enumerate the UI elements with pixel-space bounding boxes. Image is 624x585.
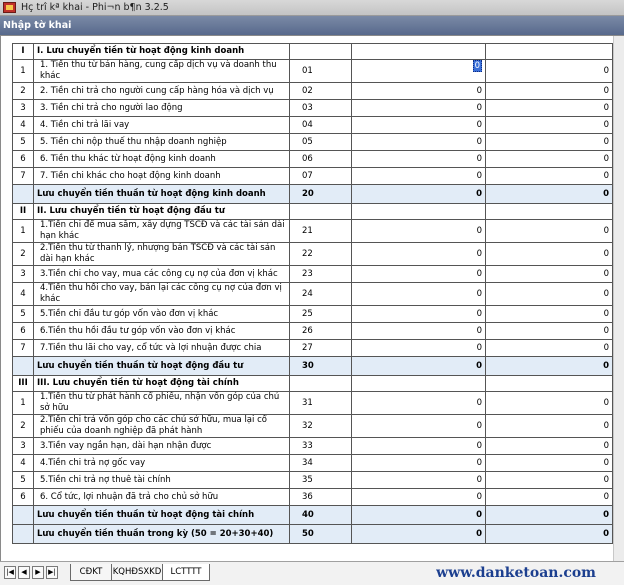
sheet-tab-bar (0, 561, 624, 585)
row-number: 6 (13, 323, 34, 340)
total-row (13, 185, 613, 204)
row-code: 21 (290, 220, 352, 243)
cash-flow-table (12, 43, 613, 544)
first-sheet-icon[interactable]: |◀ (4, 566, 16, 579)
row-code (290, 204, 352, 220)
previous-period-cell[interactable]: 0 (486, 455, 613, 472)
table-row (13, 266, 613, 283)
row-label: 3.Tiền vay ngắn hạn, dài hạn nhận được (34, 438, 290, 455)
row-code: 03 (290, 100, 352, 117)
last-sheet-icon[interactable]: ▶| (46, 566, 58, 579)
row-number: 5 (13, 472, 34, 489)
row-number: 2 (13, 83, 34, 100)
row-code: 04 (290, 117, 352, 134)
row-label: 6. Cổ tức, lợi nhuận đã trả cho chủ sở hữu (34, 489, 290, 506)
current-period-cell: 0 (352, 357, 486, 376)
row-label: 3. Tiền chi trả cho người lao động (34, 100, 290, 117)
row-number (13, 185, 34, 204)
row-code (290, 44, 352, 60)
row-code: 20 (290, 185, 352, 204)
table-row (13, 60, 613, 83)
previous-period-cell[interactable]: 0 (486, 134, 613, 151)
prev-sheet-icon[interactable]: ◀ (18, 566, 30, 579)
current-period-cell[interactable]: 0 (352, 455, 486, 472)
current-period-cell[interactable]: 0 (352, 168, 486, 185)
previous-period-cell[interactable]: 0 (486, 220, 613, 243)
table-row (13, 243, 613, 266)
row-label: 1.Tiền chi để mua sắm, xây dựng TSCĐ và các tài sản dài hạn khác (34, 220, 290, 243)
previous-period-cell[interactable]: 0 (486, 489, 613, 506)
row-code: 01 (290, 60, 352, 83)
current-period-cell[interactable]: 0 (352, 472, 486, 489)
total-row (13, 525, 613, 544)
row-number: II (13, 204, 34, 220)
current-period-cell[interactable]: 0 (352, 117, 486, 134)
table-row (13, 323, 613, 340)
current-period-cell[interactable]: 0 (352, 392, 486, 415)
row-number: III (13, 376, 34, 392)
current-period-cell[interactable]: 0 (352, 415, 486, 438)
table-row (13, 100, 613, 117)
row-label: 4.Tiền chi trả nợ gốc vay (34, 455, 290, 472)
previous-period-cell (486, 376, 613, 392)
row-label: 3.Tiền chi cho vay, mua các công cụ nợ của đơn vị khác (34, 266, 290, 283)
row-number: I (13, 44, 34, 60)
previous-period-cell[interactable]: 0 (486, 168, 613, 185)
row-number (13, 506, 34, 525)
section-row (13, 204, 613, 220)
current-period-cell[interactable]: 0 (352, 243, 486, 266)
row-label: 2.Tiền chi trả vốn góp cho các chủ sở hữu, mua lại cổ phiếu của doanh nghiệp đã phát hành (34, 415, 290, 438)
row-label: Lưu chuyển tiền thuần trong kỳ (50 = 20+30+40) (34, 525, 290, 544)
row-code: 07 (290, 168, 352, 185)
table-row (13, 455, 613, 472)
previous-period-cell: 0 (486, 185, 613, 204)
row-number: 4 (13, 283, 34, 306)
previous-period-cell[interactable]: 0 (486, 472, 613, 489)
row-number: 3 (13, 438, 34, 455)
row-label: 1. Tiền thu từ bán hàng, cung cấp dịch vụ và doanh thu khác (34, 60, 290, 83)
row-label: 7. Tiền chi khác cho hoạt động kinh doanh (34, 168, 290, 185)
row-label: 5.Tiền chi đầu tư góp vốn vào đơn vị khác (34, 306, 290, 323)
current-period-cell[interactable]: 0 (352, 151, 486, 168)
table-row (13, 151, 613, 168)
row-number: 3 (13, 100, 34, 117)
row-code: 31 (290, 392, 352, 415)
row-number: 1 (13, 392, 34, 415)
table-row (13, 134, 613, 151)
table-row (13, 306, 613, 323)
row-number: 4 (13, 455, 34, 472)
row-code (290, 376, 352, 392)
current-period-cell[interactable]: 0 (352, 340, 486, 357)
row-label: Lưu chuyển tiền thuần từ hoạt động đầu tư (34, 357, 290, 376)
row-code: 23 (290, 266, 352, 283)
previous-period-cell[interactable]: 0 (486, 100, 613, 117)
table-row (13, 220, 613, 243)
previous-period-cell (486, 44, 613, 60)
row-number: 6 (13, 489, 34, 506)
table-row (13, 83, 613, 100)
current-period-cell[interactable]: 0 (352, 489, 486, 506)
page-title: Nhập tờ khai (0, 16, 624, 35)
row-label: 7.Tiền thu lãi cho vay, cổ tức và lợi nhuận được chia (34, 340, 290, 357)
previous-period-cell[interactable]: 0 (486, 438, 613, 455)
row-label: 2.Tiền thu từ thanh lý, nhượng bán TSCĐ và các tài sản dài hạn khác (34, 243, 290, 266)
table-row (13, 489, 613, 506)
previous-period-cell: 0 (486, 525, 613, 544)
previous-period-cell[interactable]: 0 (486, 117, 613, 134)
current-period-cell[interactable]: 0 (352, 306, 486, 323)
previous-period-cell[interactable]: 0 (486, 60, 613, 83)
row-label: Lưu chuyển tiền thuần từ hoạt động tài chính (34, 506, 290, 525)
table-row (13, 438, 613, 455)
current-period-cell[interactable] (352, 60, 486, 83)
current-period-cell[interactable]: 0 (352, 100, 486, 117)
app-icon (3, 2, 16, 13)
table-row (13, 283, 613, 306)
row-label: 4. Tiền chi trả lãi vay (34, 117, 290, 134)
row-code: 06 (290, 151, 352, 168)
tab-kqhdsxkd[interactable]: KQHĐSXKD (111, 564, 163, 581)
previous-period-cell[interactable]: 0 (486, 243, 613, 266)
row-number: 1 (13, 220, 34, 243)
row-number: 2 (13, 243, 34, 266)
previous-period-cell (486, 204, 613, 220)
row-number: 3 (13, 266, 34, 283)
row-number: 1 (13, 60, 34, 83)
tab-lctttt[interactable]: LCTTTT (162, 564, 210, 581)
current-period-cell[interactable]: 0 (352, 438, 486, 455)
row-label: 2. Tiền chi trả cho người cung cấp hàng hóa và dịch vụ (34, 83, 290, 100)
current-period-cell[interactable]: 0 (352, 283, 486, 306)
previous-period-cell: 0 (486, 506, 613, 525)
table-row (13, 392, 613, 415)
current-period-cell: 0 (352, 506, 486, 525)
row-label: 5.Tiền chi trả nợ thuê tài chính (34, 472, 290, 489)
row-code: 05 (290, 134, 352, 151)
row-number: 2 (13, 415, 34, 438)
current-period-cell (352, 44, 486, 60)
row-code: 22 (290, 243, 352, 266)
row-code: 40 (290, 506, 352, 525)
previous-period-cell[interactable]: 0 (486, 151, 613, 168)
previous-period-cell[interactable]: 0 (486, 415, 613, 438)
row-number (13, 525, 34, 544)
next-sheet-icon[interactable]: ▶ (32, 566, 44, 579)
row-code: 27 (290, 340, 352, 357)
previous-period-cell[interactable]: 0 (486, 340, 613, 357)
previous-period-cell[interactable]: 0 (486, 392, 613, 415)
row-label: 5. Tiền chi nộp thuế thu nhập doanh nghiệp (34, 134, 290, 151)
row-number: 7 (13, 168, 34, 185)
row-number: 5 (13, 306, 34, 323)
previous-period-cell[interactable]: 0 (486, 323, 613, 340)
row-label: 6. Tiền thu khác từ hoạt động kinh doanh (34, 151, 290, 168)
row-number: 6 (13, 151, 34, 168)
brand-watermark: www.danketoan.com (436, 565, 596, 581)
previous-period-cell[interactable]: 0 (486, 83, 613, 100)
row-code: 26 (290, 323, 352, 340)
row-number: 5 (13, 134, 34, 151)
row-number (13, 357, 34, 376)
total-row (13, 357, 613, 376)
current-period-cell[interactable]: 0 (352, 220, 486, 243)
row-number: 4 (13, 117, 34, 134)
previous-period-cell[interactable]: 0 (486, 283, 613, 306)
vertical-scrollbar[interactable] (613, 36, 624, 561)
section-row (13, 44, 613, 60)
row-label: III. Lưu chuyển tiền từ hoạt động tài chính (34, 376, 290, 392)
table-row (13, 168, 613, 185)
row-number: 7 (13, 340, 34, 357)
current-period-cell[interactable]: 0 (352, 83, 486, 100)
current-period-cell: 0 (352, 185, 486, 204)
current-period-cell: 0 (352, 525, 486, 544)
window-title: Hç trî kª khai - Phi¬n b¶n 3.2.5 (21, 2, 169, 13)
row-code: 32 (290, 415, 352, 438)
row-code: 36 (290, 489, 352, 506)
current-period-cell (352, 204, 486, 220)
row-code: 24 (290, 283, 352, 306)
current-period-cell[interactable]: 0 (352, 134, 486, 151)
table-row (13, 340, 613, 357)
row-label: 4.Tiền thu hồi cho vay, bán lại các công cụ nợ của đơn vị khác (34, 283, 290, 306)
row-code: 35 (290, 472, 352, 489)
row-code: 34 (290, 455, 352, 472)
row-code: 33 (290, 438, 352, 455)
tab-cdkt[interactable]: CĐKT (70, 564, 112, 581)
current-period-cell (352, 376, 486, 392)
declaration-grid (0, 35, 624, 561)
row-code: 50 (290, 525, 352, 544)
current-period-cell[interactable]: 0 (352, 266, 486, 283)
previous-period-cell: 0 (486, 357, 613, 376)
window-titlebar (0, 0, 624, 16)
current-period-cell[interactable]: 0 (352, 323, 486, 340)
row-code: 02 (290, 83, 352, 100)
section-row (13, 376, 613, 392)
selected-cell-value[interactable]: 0 (474, 61, 480, 71)
table-row (13, 117, 613, 134)
total-row (13, 506, 613, 525)
row-label: I. Lưu chuyển tiền từ hoạt động kinh doanh (34, 44, 290, 60)
row-label: 1.Tiền thu từ phát hành cổ phiếu, nhận vốn góp của chủ sở hữu (34, 392, 290, 415)
row-code: 30 (290, 357, 352, 376)
row-label: Lưu chuyển tiền thuần từ hoạt động kinh doanh (34, 185, 290, 204)
row-code: 25 (290, 306, 352, 323)
row-label: II. Lưu chuyển tiền từ hoạt động đầu tư (34, 204, 290, 220)
row-label: 6.Tiền thu hồi đầu tư góp vốn vào đơn vị khác (34, 323, 290, 340)
table-row (13, 415, 613, 438)
previous-period-cell[interactable]: 0 (486, 306, 613, 323)
table-row (13, 472, 613, 489)
previous-period-cell[interactable]: 0 (486, 266, 613, 283)
